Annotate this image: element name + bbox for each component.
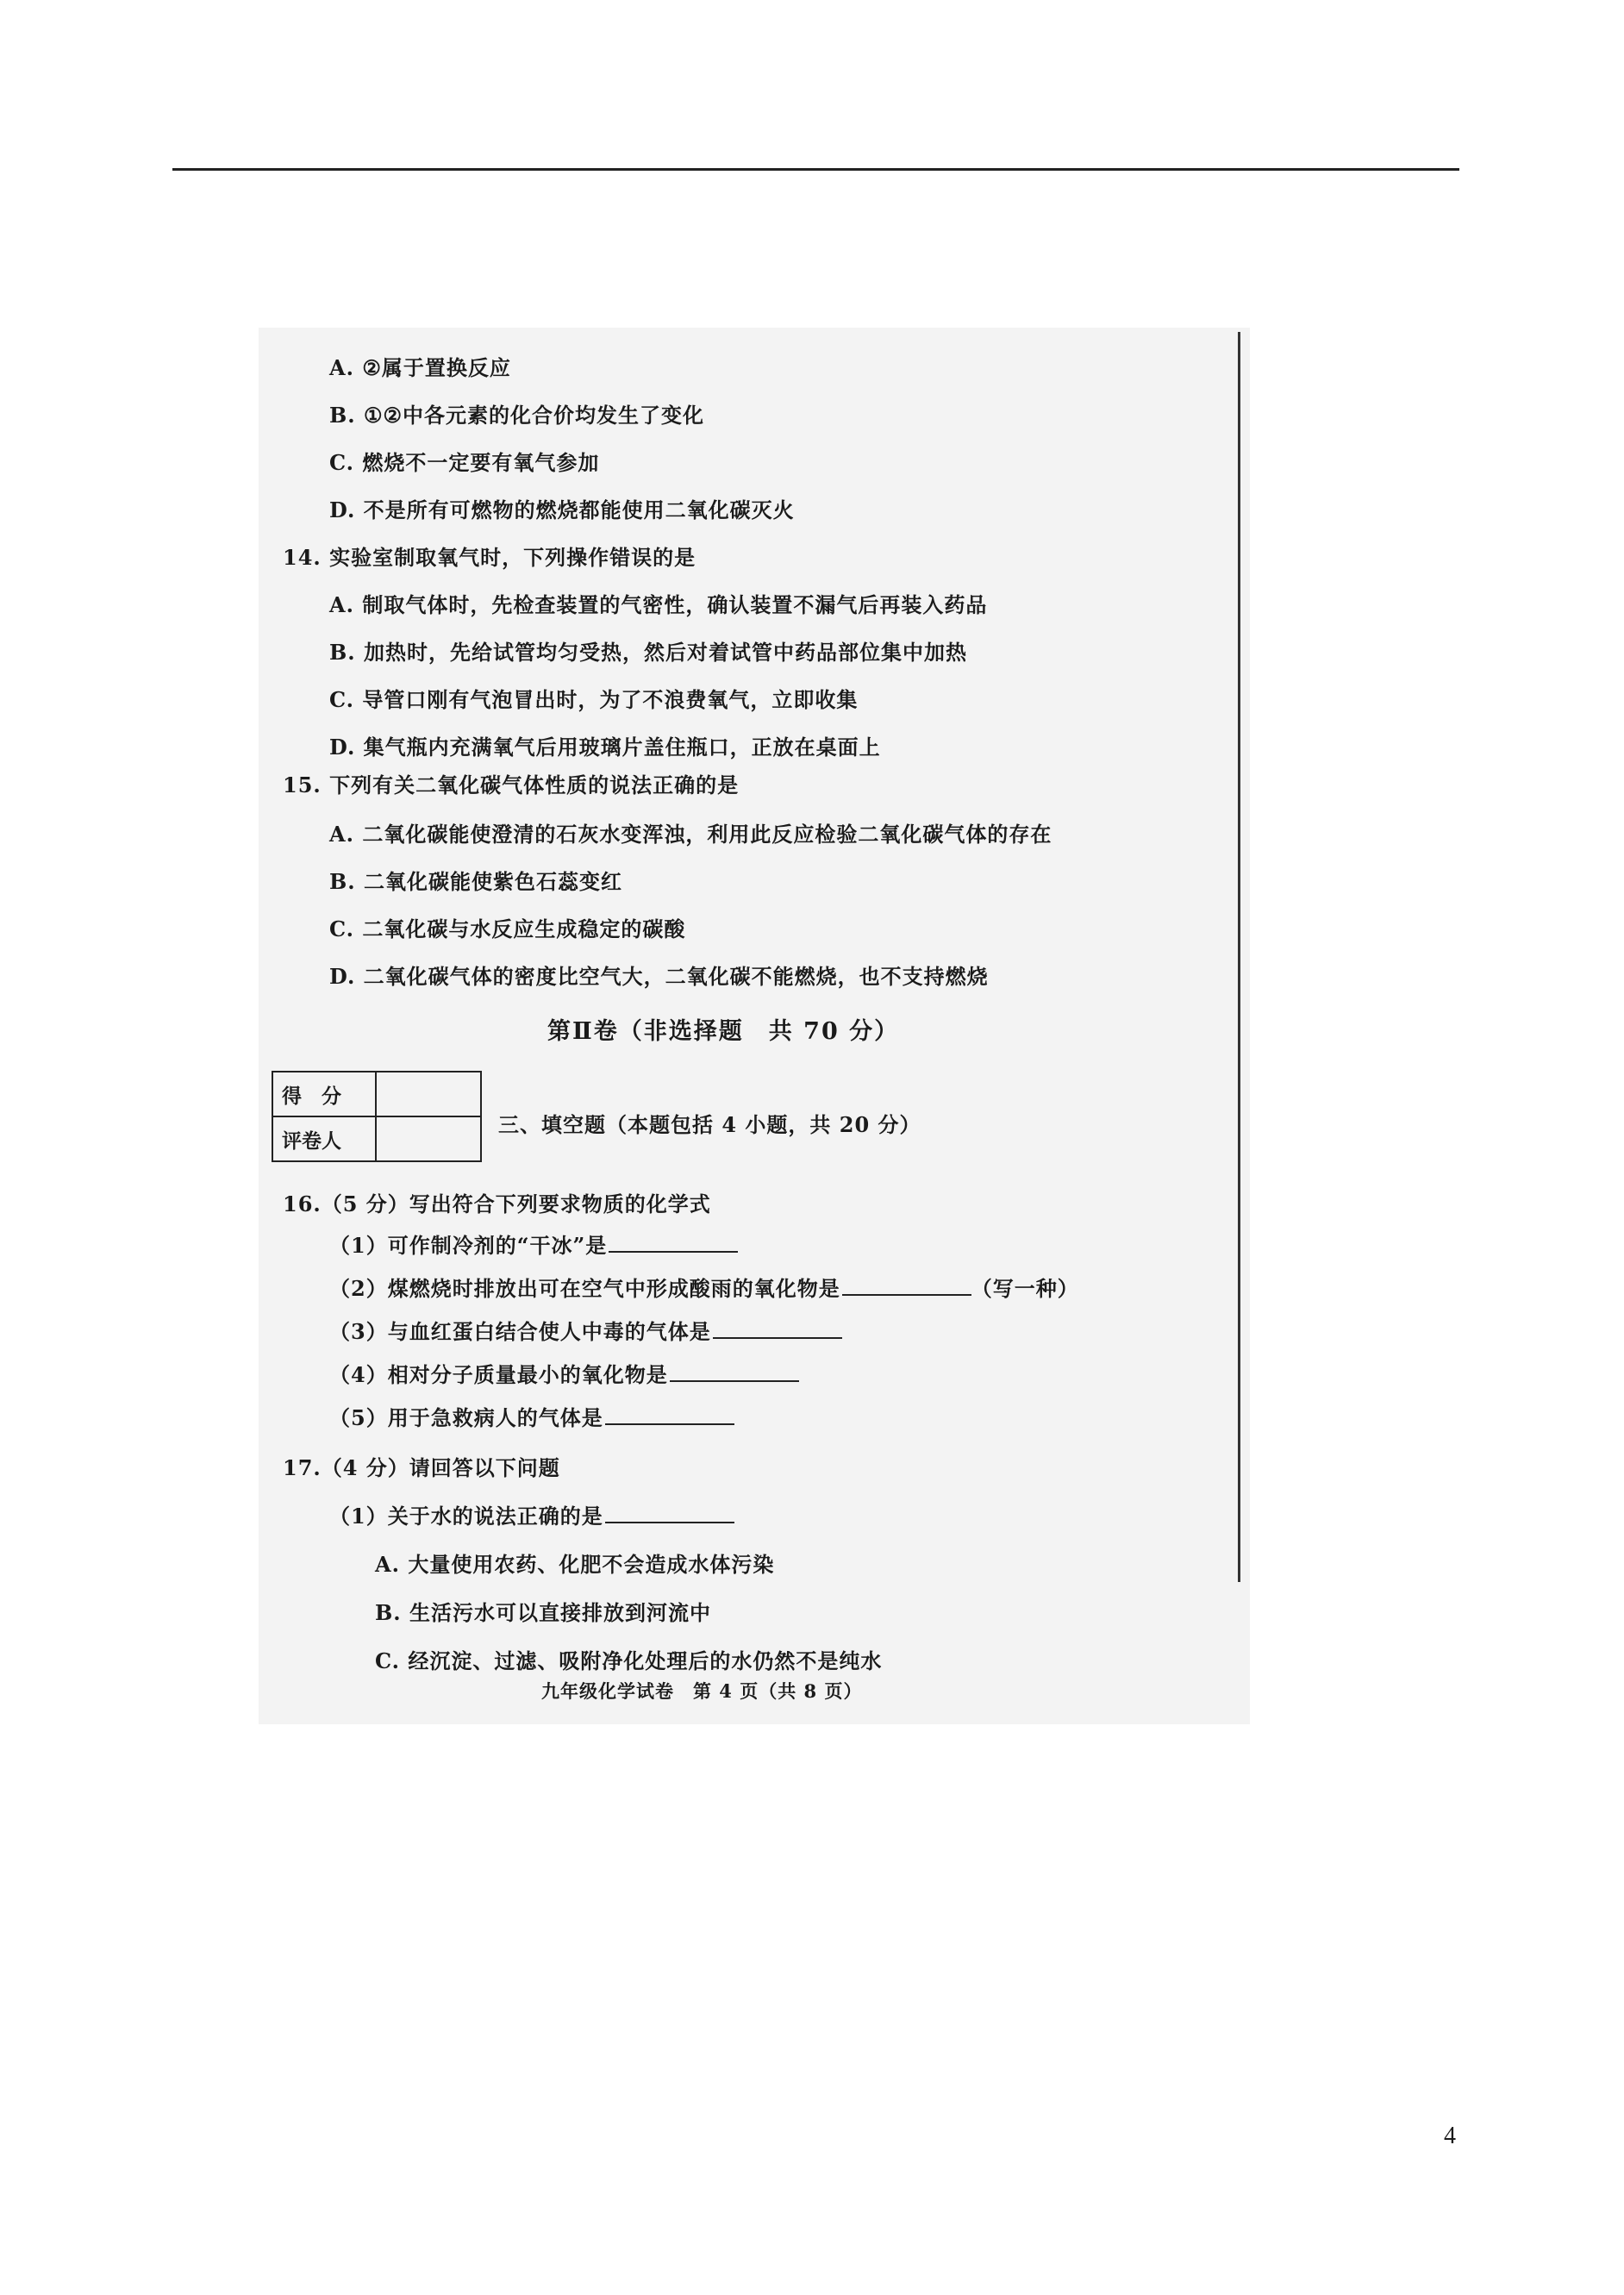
score-box	[272, 1071, 482, 1162]
answer-blank	[605, 1406, 734, 1425]
q16-item-5-text: （5）用于急救病人的气体是	[329, 1405, 603, 1430]
part2-title: 第Ⅱ卷（非选择题 共 70 分）	[547, 1018, 900, 1045]
score-blank-cell	[376, 1072, 481, 1116]
q14-option-c: C. 导管口刚有气泡冒出时，为了不浪费氧气，立即收集	[329, 687, 859, 712]
grader-blank-cell	[376, 1116, 481, 1161]
scan-edge-line	[1238, 332, 1240, 1582]
q14-option-b: B. 加热时，先给试管均匀受热，然后对着试管中药品部位集中加热	[329, 640, 967, 665]
q14-stem: 14. 实验室制取氧气时，下列操作错误的是	[283, 545, 696, 570]
q16-item-3-text: （3）与血红蛋白结合使人中毒的气体是	[329, 1319, 711, 1344]
q17-option-c: C. 经沉淀、过滤、吸附净化处理后的水仍然不是纯水	[375, 1648, 883, 1673]
section3-title: 三、填空题（本题包括 4 小题，共 20 分）	[498, 1112, 921, 1137]
score-label: 得 分	[272, 1072, 376, 1116]
q16-item-2-suffix: （写一种）	[971, 1276, 1079, 1301]
q13-option-a: A. ②属于置换反应	[329, 355, 511, 380]
q15-option-b: B. 二氧化碳能使紫色石蕊变红	[329, 869, 622, 894]
q16-item-4	[329, 1362, 799, 1388]
answer-blank	[842, 1277, 971, 1296]
q17-option-b: B. 生活污水可以直接排放到河流中	[375, 1600, 711, 1625]
answer-blank	[609, 1234, 738, 1253]
q17-stem: 17.（4 分）请回答以下问题	[283, 1455, 560, 1480]
q17-option-a: A. 大量使用农药、化肥不会造成水体污染	[375, 1552, 775, 1577]
q15-stem: 15. 下列有关二氧化碳气体性质的说法正确的是	[283, 772, 740, 797]
q16-item-5	[329, 1405, 734, 1431]
exam-footer: 九年级化学试卷 第 4 页（共 8 页）	[541, 1680, 863, 1702]
q16-item-2	[329, 1276, 1079, 1302]
q16-item-3	[329, 1319, 842, 1345]
q16-stem: 16.（5 分）写出符合下列要求物质的化学式	[283, 1191, 711, 1216]
q14-option-a: A. 制取气体时，先检查装置的气密性，确认装置不漏气后再装入药品	[329, 592, 988, 617]
q15-option-c: C. 二氧化碳与水反应生成稳定的碳酸	[329, 916, 686, 941]
q17-sub1	[329, 1504, 734, 1529]
page-number: 4	[1444, 2123, 1456, 2149]
q15-option-d: D. 二氧化碳气体的密度比空气大，二氧化碳不能燃烧，也不支持燃烧	[329, 964, 989, 989]
q16-item-2-text: （2）煤燃烧时排放出可在空气中形成酸雨的氧化物是	[329, 1276, 840, 1301]
q14-option-d: D. 集气瓶内充满氧气后用玻璃片盖住瓶口，正放在桌面上	[329, 735, 881, 760]
q15-option-a: A. 二氧化碳能使澄清的石灰水变浑浊，利用此反应检验二氧化碳气体的存在	[329, 822, 1052, 847]
q16-item-1	[329, 1233, 738, 1259]
answer-blank	[713, 1320, 842, 1339]
q13-option-d: D. 不是所有可燃物的燃烧都能使用二氧化碳灭火	[329, 497, 795, 522]
q16-item-4-text: （4）相对分子质量最小的氧化物是	[329, 1362, 668, 1387]
page-top-rule	[172, 168, 1459, 171]
q13-option-c: C. 燃烧不一定要有氧气参加	[329, 450, 600, 475]
q13-option-b: B. ①②中各元素的化合价均发生了变化	[329, 403, 705, 428]
grader-label: 评卷人	[272, 1116, 376, 1161]
answer-blank	[605, 1504, 734, 1523]
q17-sub1-text: （1）关于水的说法正确的是	[329, 1504, 603, 1529]
answer-blank	[670, 1363, 799, 1382]
q16-item-1-text: （1）可作制冷剂的“干冰”是	[329, 1233, 608, 1258]
